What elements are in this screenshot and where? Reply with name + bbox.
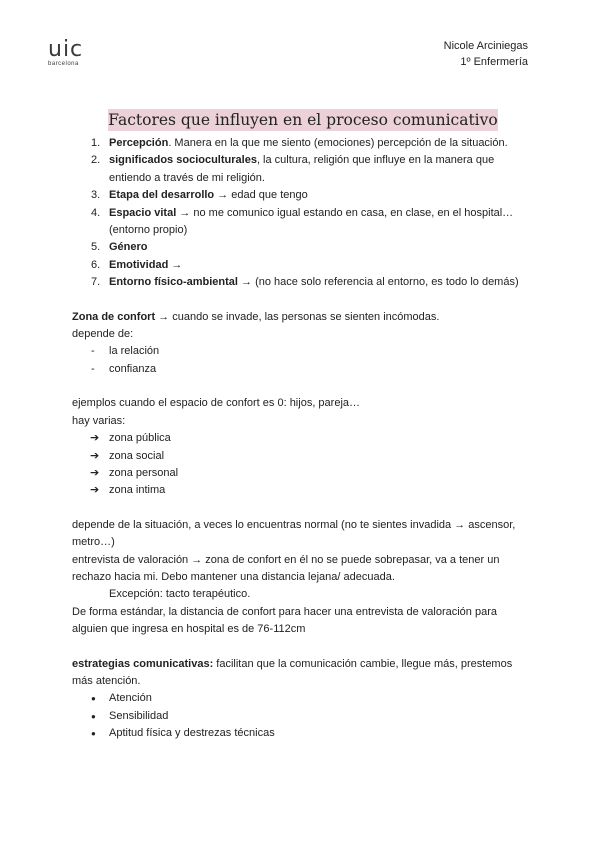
list-item [72, 430, 532, 447]
author-block [444, 38, 528, 70]
item-text: → [168, 258, 183, 271]
depends-label: depende de: [72, 328, 134, 341]
list-item [72, 343, 532, 360]
uic-logo [48, 37, 92, 67]
types-line: hay varias: [72, 414, 126, 427]
item-text: zona social [109, 449, 165, 462]
factors-list [72, 135, 532, 292]
item-number: 7. [91, 276, 101, 289]
spacer [72, 378, 532, 395]
document-body [72, 135, 532, 743]
item-term: Entorno físico-ambiental [109, 276, 238, 289]
item-text: Aptitud física y destrezas técnicas [109, 727, 275, 740]
list-item [72, 152, 532, 187]
item-term: Espacio vital [109, 206, 177, 219]
list-item [72, 274, 532, 291]
item-text: → no me comunico igual estando en casa, en clase, en el hospital… (entorno propio) [109, 206, 514, 237]
arrow-icon: ➔ [90, 466, 100, 479]
spacer [72, 500, 532, 517]
examples-line: ejemplos cuando el espacio de confort es 0: hijos, pareja… [72, 397, 361, 410]
author-course: 1º Enfermería [460, 56, 528, 68]
item-number: 1. [91, 137, 101, 149]
page-title: Factores que influyen en el proceso comunicativo [108, 111, 498, 129]
list-item [72, 690, 532, 707]
spacer [72, 292, 532, 309]
dash-marker: - [91, 362, 95, 375]
item-number: 5. [91, 241, 101, 254]
list-item [72, 205, 532, 240]
item-text: Atención [109, 692, 152, 705]
item-term: Género [109, 241, 148, 254]
item-text: , la cultura, religión que influye en la manera que entiendo a través de mi religión. [109, 154, 495, 184]
item-text: → (no hace solo referencia al entorno, es todo lo demás) [237, 276, 519, 289]
list-item [72, 361, 532, 378]
strategies-list [72, 690, 532, 742]
item-text: Sensibilidad [109, 709, 169, 722]
item-number: 2. [91, 154, 101, 167]
strategies-text: facilitan que la comunicación cambie, llegue más, prestemos más atención. [72, 657, 513, 687]
arrow-icon: ➔ [90, 484, 100, 497]
item-term: significados socioculturales [109, 154, 257, 167]
list-item [72, 257, 532, 274]
list-item [72, 725, 532, 742]
distance-paragraph: De forma estándar, la distancia de confort para hacer una entrevista de valoración para alguien que ingresa en hospital es de 76-112cm [72, 605, 497, 636]
bullet-icon: ● [91, 694, 96, 704]
item-term: Etapa del desarrollo [109, 189, 215, 202]
item-text: zona intima [109, 484, 166, 497]
list-item [72, 482, 532, 499]
strategies-term: estrategias comunicativas: [72, 657, 214, 670]
author-name: Nicole Arciniegas [443, 40, 528, 52]
arrow-icon: ➔ [90, 449, 100, 462]
logo-subtext: barcelona [48, 61, 79, 67]
item-term: Percepción [109, 137, 169, 149]
bullet-icon: ● [91, 711, 96, 721]
item-text: confianza [109, 362, 157, 375]
spacer [72, 639, 532, 656]
situation-paragraph: depende de la situación, a veces lo encuentras normal (no te sientes invadida → ascensor, metro…) [72, 518, 516, 549]
strategies-line [72, 656, 532, 691]
list-item [72, 187, 532, 204]
depends-list [72, 343, 532, 378]
comfort-term: Zona de confort [72, 310, 156, 323]
comfort-zone-line [72, 309, 532, 326]
item-text: . Manera en la que me siento (emociones) percepción de la situación. [168, 137, 508, 149]
interview-paragraph: entrevista de valoración → zona de confort en él no se puede sobrepasar, va a tener un rechazo hacia mi. Debo mantener una distancia lejana/ adecuada. [72, 553, 500, 583]
list-item [72, 448, 532, 465]
item-text: zona personal [109, 466, 179, 479]
item-number: 4. [91, 206, 101, 219]
item-text: la relación [109, 345, 160, 358]
exception-line: Excepción: tacto terapéutico. [109, 588, 251, 601]
item-number: 3. [91, 189, 101, 202]
dash-marker: - [91, 345, 95, 358]
bullet-icon: ● [91, 729, 96, 739]
comfort-text: → cuando se invade, las personas se sienten incómodas. [155, 310, 440, 323]
list-item [72, 135, 532, 152]
zones-list [72, 430, 532, 500]
title-highlight [108, 109, 498, 131]
list-item [72, 465, 532, 482]
logo-wordmark: uic [48, 37, 84, 62]
item-number: 6. [91, 258, 101, 271]
item-term: Emotividad [109, 258, 169, 271]
arrow-icon: ➔ [90, 432, 100, 445]
list-item [72, 239, 532, 256]
item-text: → edad que tengo [214, 189, 308, 202]
item-text: zona pública [109, 432, 171, 445]
list-item [72, 708, 532, 725]
